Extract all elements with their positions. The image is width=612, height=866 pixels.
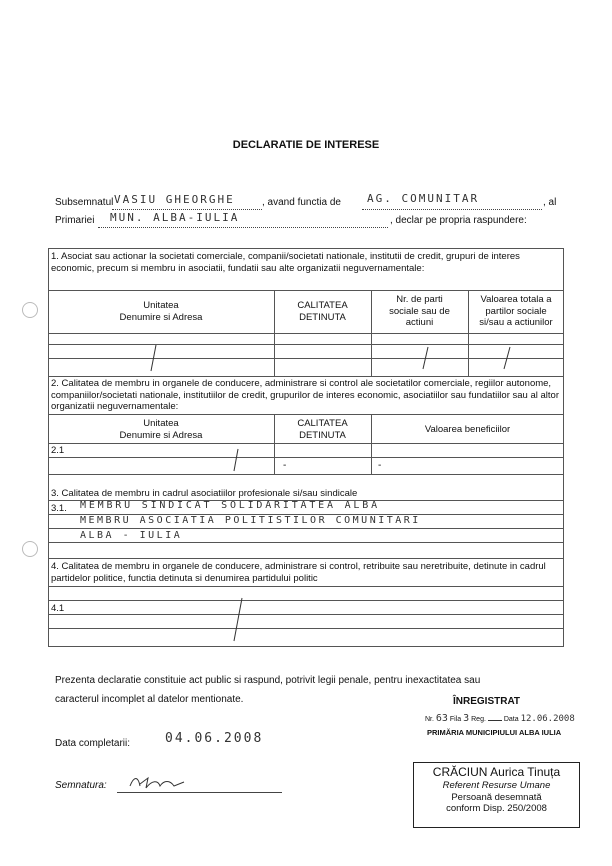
statement-line-1: Prezenta declaratie constituie act public si raspund, potrivit legii penale, pentru inexactitatea sau <box>55 675 481 686</box>
registration-stamp-title: ÎNREGISTRAT <box>453 696 521 707</box>
s2-row-label: 2.1 <box>51 445 65 456</box>
signature-scribble <box>128 774 188 792</box>
document-title: DECLARATIE DE INTERESE <box>232 139 380 151</box>
reg-fila-label: Fila <box>449 716 462 723</box>
reg-reg-label: Reg. <box>471 716 486 723</box>
s4-row-label: 4.1 <box>51 603 65 614</box>
reg-data-value: 12.06.2008 <box>520 714 575 724</box>
intro-line2-suffix: , declar pe propria raspundere: <box>390 215 527 226</box>
cert-line4: conform Disp. 250/2008 <box>446 803 547 814</box>
reg-data-label: Data <box>503 716 519 723</box>
intro-suffix: , al <box>543 197 557 208</box>
intro-line2-prefix: Primariei <box>55 215 95 226</box>
s2-strike-mark <box>48 443 348 474</box>
institution-name: MUN. ALBA-IULIA <box>110 211 240 224</box>
s2-header-quality: CALITATEA DETINUTA <box>297 418 348 441</box>
reg-fila-value: 3 <box>463 713 470 724</box>
statement-line-2: caracterul incomplet al datelor mentionate. <box>55 694 244 705</box>
s1-strike-marks <box>48 333 564 376</box>
s1-header-shares: Nr. de parti sociale sau de actiuni <box>389 294 450 328</box>
section-4-text: 4. Calitatea de membru in organele de conducere, administrare si control, retribuite sau neretribuite, detinute in cadrul partidelor politice, functia detinuta si denumirea partidului politic <box>51 561 546 584</box>
s2-header-unit: Unitatea Denumire si Adresa <box>119 418 203 441</box>
date-label: Data completarii: <box>55 738 131 749</box>
registration-stamp-institution: PRIMĂRIA MUNICIPIULUI ALBA IULIA <box>427 728 562 737</box>
declarant-function: AG. COMUNITAR <box>367 192 480 205</box>
s2-dash-2: - <box>378 460 382 471</box>
s2-header-benefits: Valoarea beneficiilor <box>424 424 511 435</box>
section-1-text: 1. Asociat sau actionar la societati comerciale, companii/societati nationale, institutii de credit, grupuri de interes economic, precum si membru in asociatii, fundatii sau alte organizatii neguvernamentale: <box>51 251 520 274</box>
reg-nr-value: 63 <box>435 713 448 724</box>
cert-line3: Persoană desemnată <box>451 792 542 803</box>
intro-middle: , avand functia de <box>262 197 341 208</box>
punch-hole-top <box>22 302 38 318</box>
declarant-name: VASIU GHEORGHE <box>114 193 235 206</box>
s3-membership-3: ALBA - IULIA <box>80 530 183 541</box>
intro-prefix: Subsemnatul <box>55 197 114 208</box>
punch-hole-bottom <box>22 541 38 557</box>
s1-header-value: Valoarea totala a partilor sociale si/sau a actiunilor <box>479 294 553 328</box>
s3-membership-1: MEMBRU SINDICAT SOLIDARITATEA ALBA <box>80 500 380 511</box>
registration-stamp-fields <box>425 713 575 724</box>
s3-row-label: 3.1. <box>51 503 67 514</box>
certification-stamp <box>413 762 580 828</box>
section-2-text: 2. Calitatea de membru in organele de conducere, administrare si control ale societatilor comerciale, regiilor autonome, companiilor/societati nationale, institutiilor de credit, grupurilor de interes economic, asociatiilor sau fundatiilor sau al altor organizatii neguvernamentale: <box>51 378 559 412</box>
s1-header-quality: CALITATEA DETINUTA <box>297 300 348 323</box>
s3-membership-2: MEMBRU ASOCIATIA POLITISTILOR COMUNITARI <box>80 515 421 526</box>
section-3-text: 3. Calitatea de membru in cadrul asociatiilor profesionale si/sau sindicale <box>51 488 358 499</box>
reg-nr-label: Nr. <box>425 716 434 723</box>
signature-label: Semnatura: <box>55 780 107 791</box>
cert-role: Referent Resurse Umane <box>442 780 551 791</box>
s1-header-unit: Unitatea Denumire si Adresa <box>119 300 203 323</box>
completion-date: 04.06.2008 <box>165 731 264 746</box>
s2-dash-1: - <box>283 460 287 471</box>
cert-name: CRĂCIUN Aurica Tinuța <box>432 765 561 779</box>
s4-strike-mark <box>48 586 348 647</box>
